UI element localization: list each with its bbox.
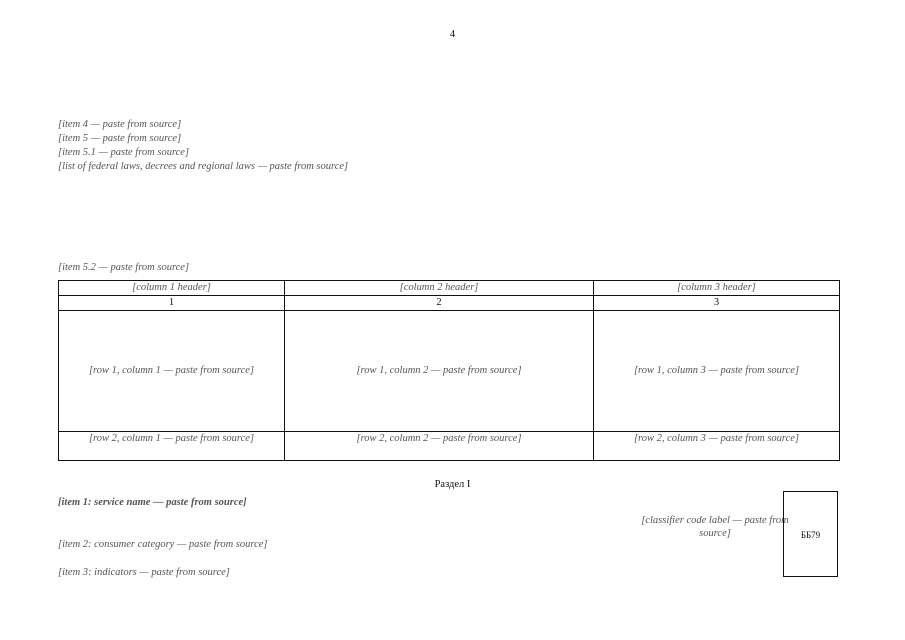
table-cell-method: [row 2, column 1 — paste from source] [59, 432, 285, 461]
classifier-code-label: [classifier code label — paste from source] [641, 515, 789, 539]
section-items [58, 496, 618, 552]
classifier-code-box [783, 491, 838, 577]
table-number-2: 2 [285, 296, 594, 311]
section-item-2: [item 2: consumer category — paste from source] [58, 539, 268, 550]
item-4: [item 4 — paste from source] [58, 119, 182, 130]
table-cell-content: [row 1, column 2 — paste from source] [285, 311, 594, 432]
table-header-frequency: [column 3 header] [594, 281, 840, 296]
section-title: Раздел I [434, 479, 471, 490]
section-item-3: [item 3: indicators — paste from source] [58, 567, 230, 578]
information-table [58, 280, 840, 461]
table-number-row [59, 296, 840, 311]
classifier-code-value: ББ79 [800, 530, 821, 540]
item-5-1: [item 5.1 — paste from source] [58, 147, 190, 158]
item-5-2: [item 5.2 — paste from source] [58, 262, 190, 273]
laws-list: [list of federal laws, decrees and regional laws — paste from source] [58, 161, 349, 172]
page-number: 4 [449, 29, 456, 40]
section-item-1: [item 1: service name — paste from source] [58, 497, 247, 508]
table-cell-frequency: [row 1, column 3 — paste from source] [594, 311, 840, 432]
main-text-block [58, 118, 848, 230]
table-header-row [59, 281, 840, 296]
item-5: [item 5 — paste from source] [58, 133, 182, 144]
table-header-content: [column 2 header] [285, 281, 594, 296]
table-number-1: 1 [59, 296, 285, 311]
table-row [59, 311, 840, 432]
table-header-method: [column 1 header] [59, 281, 285, 296]
table-cell-frequency: [row 2, column 3 — paste from source] [594, 432, 840, 461]
table-cell-method: [row 1, column 1 — paste from source] [59, 311, 285, 432]
table-cell-content: [row 2, column 2 — paste from source] [285, 432, 594, 461]
table-row [59, 432, 840, 461]
table-number-3: 3 [594, 296, 840, 311]
